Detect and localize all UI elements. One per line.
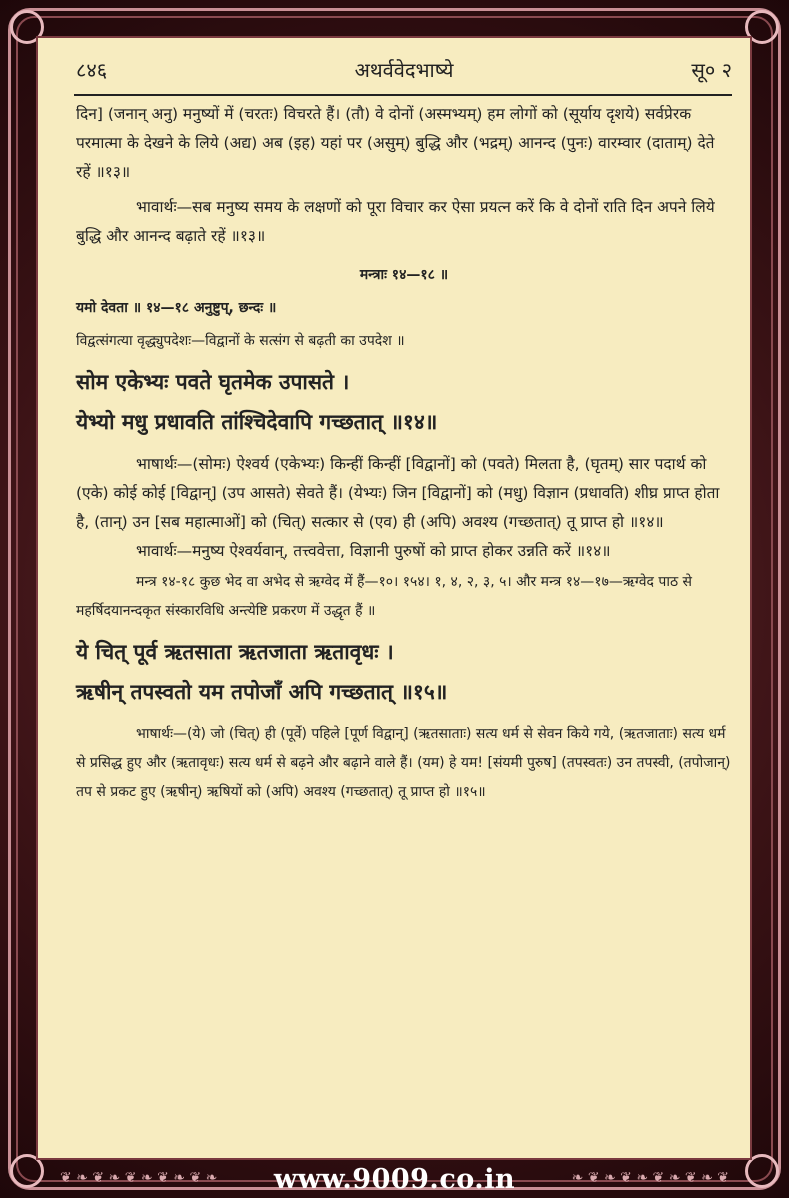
header-rule [74,94,732,96]
left-flourish-icon: ❦ ❧ ❦ ❧ ❦ ❧ ❦ ❧ ❦ ❧ [60,1170,218,1186]
verse-15-line-1: ये चित् पूर्व ऋतसाता ऋतजाता ऋतावृधः । [76,640,394,664]
right-flourish-icon: ❧ ❦ ❧ ❦ ❧ ❦ ❧ ❦ ❧ ❦ [571,1170,729,1186]
paragraph-13-bhavarth: भावार्थः—सब मनुष्य समय के लक्षणों को पूरा विचार कर ऐसा प्रयत्न करें कि वे दोनों राति दिन अपने लिये बुद्धि और आनन्द बढ़ाते रहें ॥१३॥ [76,198,715,245]
paragraph-14-translation: भाषार्थः—(सोमः) ऐश्वर्य (एकेभ्यः) किन्हीं किन्हीं [विद्वानों] को (पवते) मिलता है, (घृतम्) सार पदार्थ को (एके) कोई कोई [विद्वान्] (उप आसते) सेवते हैं। (येभ्यः) जिन [विद्वानों] को (मधु) विज्ञान (प्रधावति) शीघ्र प्राप्त होता है, (तान्) उन [सब महात्माओं] को (चित्) सत्कार से (एव) ही (अपि) अवश्य (गच्छतात्) तू प्राप्त हो ॥१४॥ [76,455,720,531]
mantra-range: मन्त्राः १४—१८ ॥ [359,267,449,283]
devata-line: यमो देवता ॥ १४—१८ अनुष्टुप्, छन्दः ॥ [76,300,277,316]
verse-15-line-2: ऋषीन् तपस्वतो यम तपोजाँ अपि गच्छतात् ॥१५॥ [76,680,448,704]
page-number: ८४६ [76,58,108,82]
page-title: अथर्ववेदभाष्ये [354,58,454,82]
paragraph-14-bhavarth: भावार्थः—मनुष्य ऐश्वर्यवान्, तत्त्ववेत्ता, विज्ञानी पुरुषों को प्राप्त होकर उन्नति करें ॥१४॥ [136,542,611,560]
reference-note: मन्त्र १४-१८ कुछ भेद वा अभेद से ऋग्वेद में हैं—१०। १५४। १, ४, २, ३, ५। और मन्त्र १४—१७—ऋग्वेद पाठ से महर्षिदयानन्दकृत संस्कारविधि अन्त्येष्टि प्रकरण में उद्धृत हैं ॥ [76,574,693,619]
website-watermark: www.9009.co.in [273,1164,516,1195]
page-body [76,100,732,807]
scanned-page [36,36,752,1160]
page-header [76,56,732,86]
verse-14-line-1: सोम एकेभ्यः पवते घृतमेक उपासते । [76,370,350,394]
sukta-number: सू० २ [691,58,732,82]
subject-line: विद्वत्संगत्या वृद्ध्युपदेशः—विद्वानों के सत्संग से बढ़ती का उपदेश ॥ [76,333,405,349]
verse-14-line-2: येभ्यो मधु प्रधावति तांश्चिदेवापि गच्छतात् ॥१४॥ [76,410,438,434]
paragraph-15-translation: भाषार्थः—(ये) जो (चित्) ही (पूर्वे) पहिले [पूर्ण विद्वान्] (ऋतसाताः) सत्य धर्म से सेवन किये गये, (ऋतजाताः) सत्य धर्म से प्रसिद्ध हुए और (ऋतावृधः) सत्य धर्म से बढ़ने और बढ़ाने वाले हैं। (यम) हे यम! [संयमी पुरुष] (तपस्वतः) उन तपस्वी, (तपोजान्) तप से प्रकट हुए (ऋषीन्) ऋषियों को (अपि) अवश्य (गच्छतात्) तू प्राप्त हो ॥१५॥ [76,726,731,800]
paragraph-13-translation: दिन] (जनान् अनु) मनुष्यों में (चरतः) विचरते हैं। (तौ) वे दोनों (अस्मभ्यम्) हम लोगों को (सूर्याय दृशये) सर्वप्रेरक परमात्मा के देखने के लिये (अद्य) अब (इह) यहां पर (असुम्) बुद्धि और (भद्रम्) आनन्द (पुनः) वारम्वार (दाताम्) देते रहें ॥१३॥ [76,105,715,181]
